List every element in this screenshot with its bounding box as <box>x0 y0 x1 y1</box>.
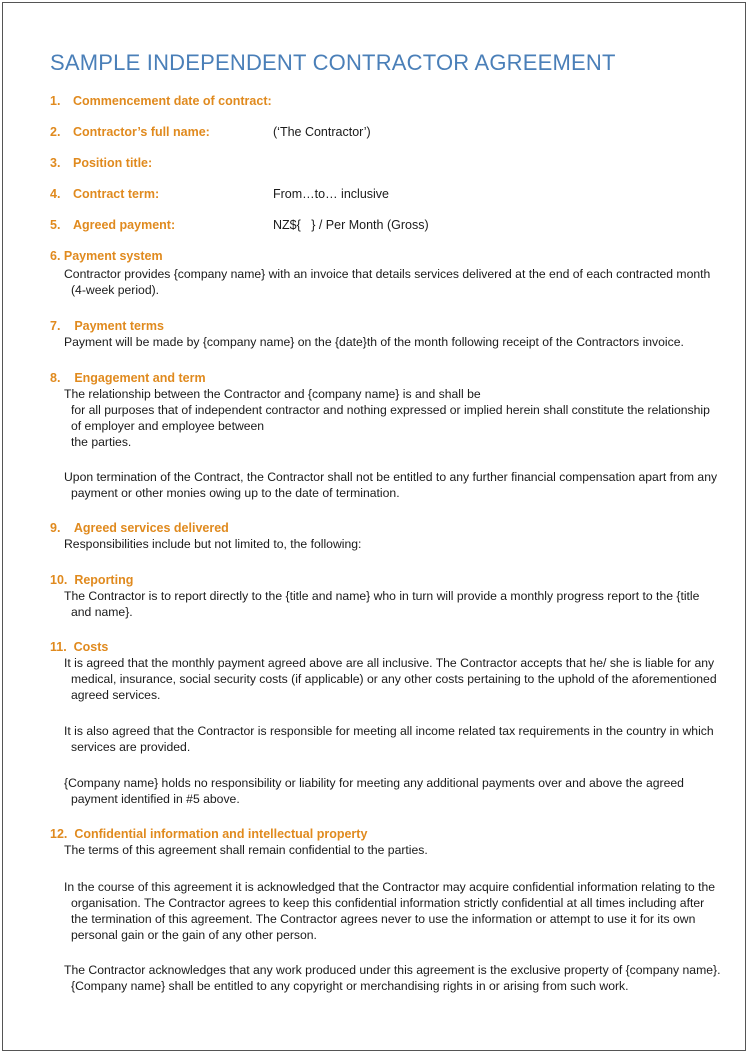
field-value-agreed-payment: NZ${ } / Per Month (Gross) <box>273 218 429 232</box>
paragraph-engagement-1 <box>64 386 710 450</box>
text-line: Contractor provides {company name} with an invoice that details services delivered at the end of each contracted month <box>64 267 711 281</box>
section-heading-payment-terms: 7. Payment terms <box>50 319 164 333</box>
paragraph-costs-3 <box>64 775 704 807</box>
text-line: In the course of this agreement it is acknowledged that the Contractor may acquire confidential information relating to the <box>64 880 716 894</box>
field-value-contract-term: From…to… inclusive <box>273 187 389 201</box>
field-label: Position title: <box>73 156 153 170</box>
field-number: 3. <box>50 156 61 170</box>
text-line: The Contractor is to report directly to the {title and name} who in turn will provide a monthly progress report to the {title <box>64 589 700 603</box>
paragraph-reporting <box>64 588 704 620</box>
text-line: (4-week period). <box>71 283 160 297</box>
paragraph-payment-terms <box>64 334 704 350</box>
text-line: payment or other monies owing up to the date of termination. <box>71 486 400 500</box>
text-line: personal gain or the gain of any other person. <box>71 928 317 942</box>
text-line: It is also agreed that the Contractor is responsible for meeting all income related tax requirements in the country in which <box>64 724 714 738</box>
field-position-title <box>50 156 152 170</box>
paragraph-agreed-services <box>64 536 704 552</box>
field-contractor-name <box>50 125 210 139</box>
section-heading-confidential: 12. Confidential information and intellectual property <box>50 827 368 841</box>
text-line: the parties. <box>71 435 132 449</box>
text-line: of employer and employee between <box>71 419 265 433</box>
paragraph-confidential-1 <box>64 842 704 858</box>
field-label: Contract term: <box>73 187 160 201</box>
text-line: {Company name} shall be entitled to any copyright or merchandising rights in or arising from such work. <box>71 979 629 993</box>
section-heading-costs: 11. Costs <box>50 640 109 654</box>
field-agreed-payment <box>50 218 175 232</box>
field-commencement-date <box>50 94 272 108</box>
section-heading-payment-system: 6. Payment system <box>50 249 163 263</box>
text-line: for all purposes that of independent contractor and nothing expressed or implied herein shall constitute the relationship <box>71 403 710 417</box>
text-line: The relationship between the Contractor and {company name} is and shall be <box>64 387 481 401</box>
text-line: agreed services. <box>71 688 161 702</box>
section-heading-engagement: 8. Engagement and term <box>50 371 206 385</box>
field-number: 2. <box>50 125 61 139</box>
text-line: payment identified in #5 above. <box>71 792 240 806</box>
text-line: Upon termination of the Contract, the Contractor shall not be entitled to any further financial compensation apart from any <box>64 470 718 484</box>
paragraph-engagement-2 <box>64 469 718 501</box>
text-line: The Contractor acknowledges that any work produced under this agreement is the exclusive property of {company name}. <box>64 963 721 977</box>
document-title: SAMPLE INDEPENDENT CONTRACTOR AGREEMENT <box>50 50 616 75</box>
field-label: Contractor’s full name: <box>73 125 210 139</box>
section-heading-reporting: 10. Reporting <box>50 573 134 587</box>
field-number: 5. <box>50 218 61 232</box>
text-line: Payment will be made by {company name} on the {date}th of the month following receipt of the Contractors invoice. <box>64 335 684 349</box>
field-label: Commencement date of contract: <box>73 94 272 108</box>
text-line: services are provided. <box>71 740 191 754</box>
paragraph-confidential-3 <box>64 962 721 994</box>
paragraph-costs-2 <box>64 723 714 755</box>
text-line: medical, insurance, social security costs (if applicable) or any other costs pertaining to the uphold of the aforementioned <box>71 672 717 686</box>
text-line: The terms of this agreement shall remain confidential to the parties. <box>64 843 428 857</box>
paragraph-costs-1 <box>64 655 717 703</box>
field-label: Agreed payment: <box>73 218 176 232</box>
text-line: It is agreed that the monthly payment agreed above are all inclusive. The Contractor accepts that he/ she is liable for any <box>64 656 715 670</box>
text-line: the termination of this agreement. The Contractor agrees never to use the information or attempt to use it for its own <box>71 912 696 926</box>
paragraph-payment-system <box>64 266 711 298</box>
text-line: {Company name} holds no responsibility or liability for meeting any additional payments over and above the agreed <box>64 776 684 790</box>
section-heading-agreed-services: 9. Agreed services delivered <box>50 521 229 535</box>
text-line: Responsibilities include but not limited to, the following: <box>64 537 362 551</box>
field-number: 4. <box>50 187 61 201</box>
text-line: and name}. <box>71 605 133 619</box>
field-contract-term <box>50 187 159 201</box>
field-value-contractor-name: (‘The Contractor’) <box>273 125 371 139</box>
field-number: 1. <box>50 94 61 108</box>
paragraph-confidential-2 <box>64 879 716 943</box>
text-line: organisation. The Contractor agrees to keep this confidential information strictly confidential at all times including after <box>71 896 705 910</box>
